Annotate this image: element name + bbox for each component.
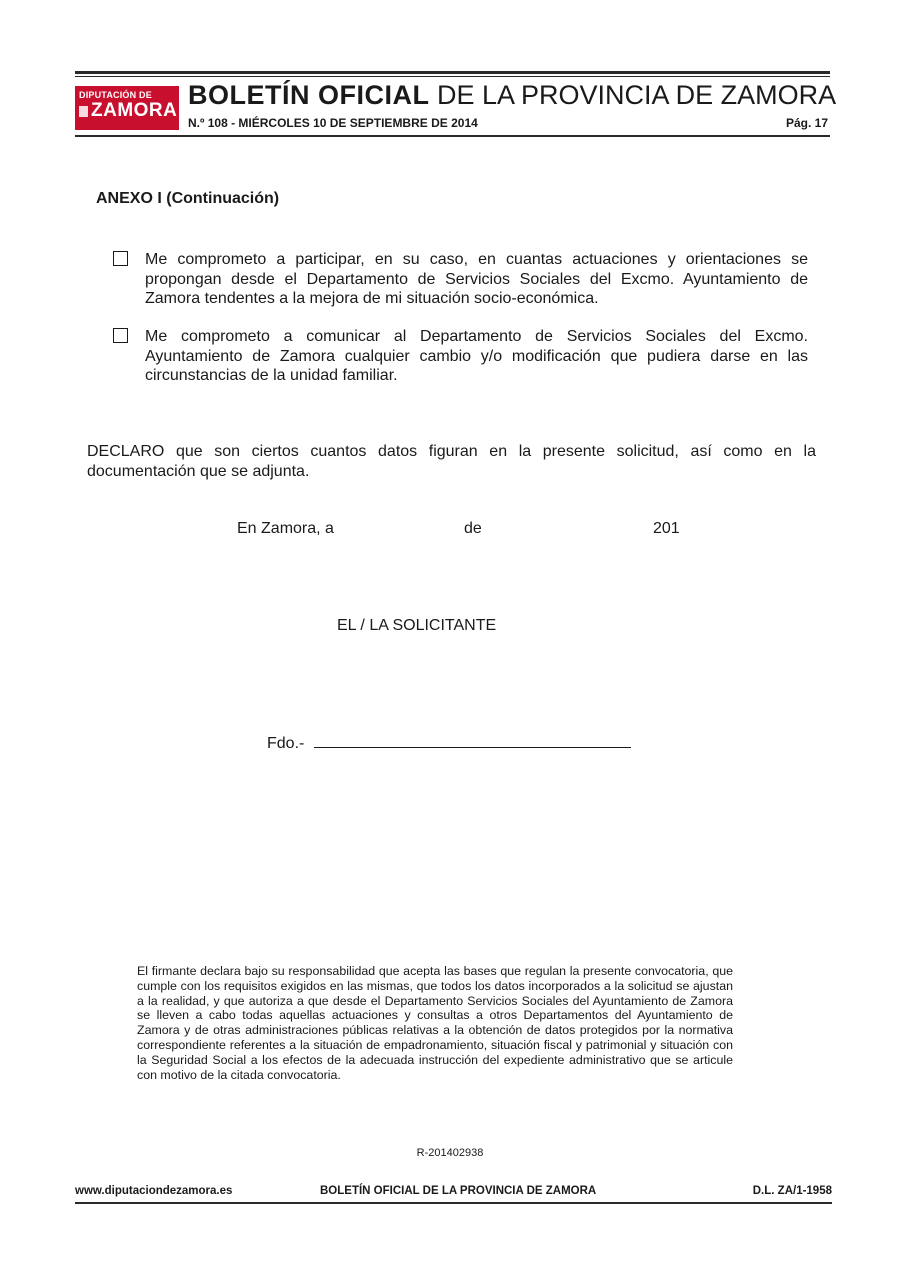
signature-field: [267, 733, 631, 753]
commitment-text-communicate: Me comprometo a comunicar al Departamento de Servicios Sociales del Excmo. Ayuntamiento de Zamora cualquier cambio y/o modificación que pudiera darse en las circunstancias de la unidad familiar.: [145, 328, 808, 384]
applicant-label: EL / LA SOLICITANTE: [337, 617, 497, 634]
footer-rule: [75, 1202, 832, 1204]
signature-label: Fdo.-: [267, 735, 305, 752]
signature-line[interactable]: [314, 733, 631, 748]
shield-icon: [79, 106, 88, 117]
commitment-item-participate: [113, 250, 808, 309]
logo-bottom-text: ZAMORA: [91, 100, 178, 121]
disclaimer-text: El firmante declara bajo su responsabilidad que acepta las bases que regulan la presente convocatoria, que cumple con los requisitos exigidos en las mismas, que todos los datos incorporados a la solicitud se ajustan a la realidad, y que autoriza a que desde el Departamento Servicios Sociales del Ayuntamiento de Zamora se lleven a cabo todas aquellas actuaciones y consultas a otros Departamentos del Ayuntamiento de Zamora y de otras administraciones públicas relativas a la obtención de datos protegidos por la normativa correspondiente referentes a la situación de empadronamiento, situación fiscal y patrimonial y situación con la Seguridad Social a los efectos de la adecuada instrucción del expediente administrativo que se articule con motivo de la citada convocatoria.: [137, 964, 733, 1082]
footer-legal: D.L. ZA/1-1958: [752, 1185, 832, 1197]
logo-top-text: DIPUTACIÓN DE: [79, 90, 152, 100]
footer-center: BOLETÍN OFICIAL DE LA PROVINCIA DE ZAMORA: [320, 1185, 597, 1197]
reference-number: R-201402938: [416, 1147, 484, 1159]
header-top-rule-thin: [75, 76, 830, 77]
footer-website: www.diputaciondezamora.es: [75, 1185, 233, 1197]
masthead-title-rest: DE LA PROVINCIA DE ZAMORA: [429, 80, 837, 110]
logo-bottom-line: [79, 100, 178, 121]
commitment-checkbox-participate[interactable]: [113, 251, 128, 266]
commitment-item-communicate: [113, 327, 808, 386]
header-bottom-rule: [75, 135, 830, 137]
commitment-text-participate: Me comprometo a participar, en su caso, en cuantas actuaciones y orientaciones se propongan desde el Departamento de Servicios Sociales del Excmo. Ayuntamiento de Zamora tendentes a la mejora de mi situación socio-económica.: [145, 251, 808, 307]
place-year: 201: [653, 520, 680, 537]
header-top-rule: [75, 71, 830, 74]
diputacion-logo: [75, 86, 179, 130]
masthead-title-bold: BOLETÍN OFICIAL: [188, 80, 430, 110]
issue-line: N.º 108 - MIÉRCOLES 10 DE SEPTIEMBRE DE 2014: [188, 116, 478, 130]
annex-title: ANEXO I (Continuación): [96, 190, 280, 207]
page-number: Pág. 17: [785, 116, 828, 130]
masthead-title: [188, 80, 836, 111]
commitment-checkbox-communicate[interactable]: [113, 328, 128, 343]
place-city: En Zamora, a: [237, 520, 334, 537]
place-de: de: [464, 520, 482, 537]
declaration-text: DECLARO que son ciertos cuantos datos figuran en la presente solicitud, así como en la documentación que se adjunta.: [87, 443, 816, 480]
